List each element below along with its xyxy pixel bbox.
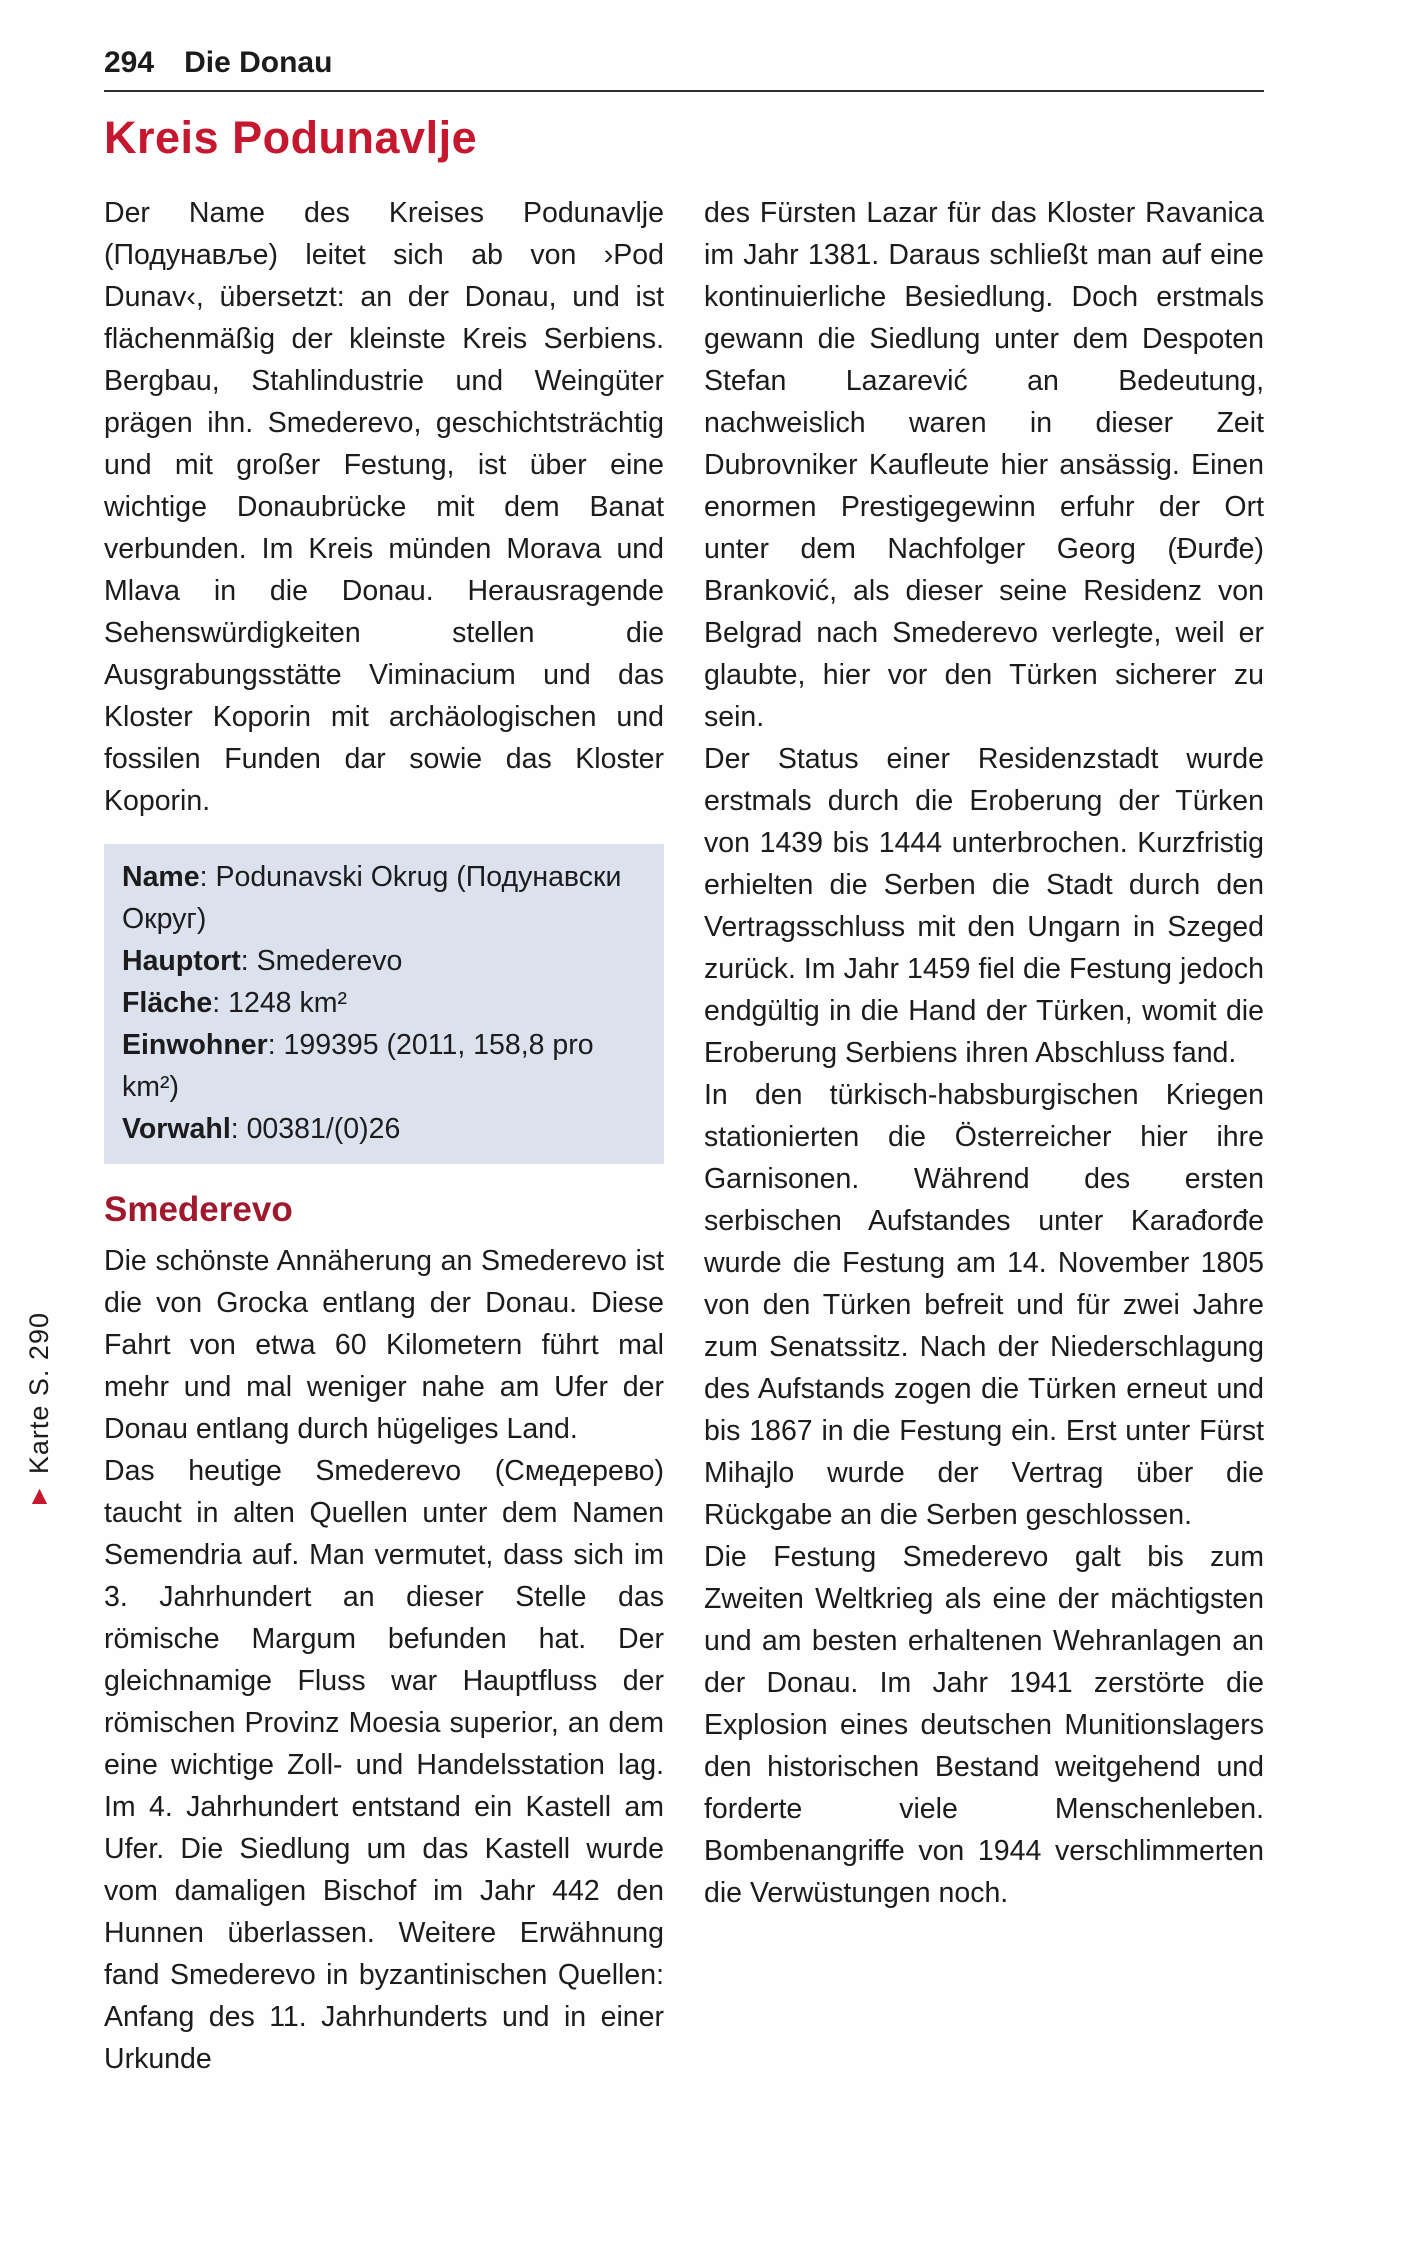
infobox-label: Name [122, 861, 200, 893]
body-paragraph: Der Status einer Residenzstadt wurde erstmals durch die Eroberung der Türken von 1439 bis 1444 unterbrochen. Kurzfristig erhielten die Serben die Stadt durch den Vertragsschluss mit den Ungarn in Szeged zurück. Im Jahr 1459 fiel die Festung jedoch endgültig in die Hand der Türken, womit die Eroberung Serbiens ihren Abschluss fand. [704, 743, 1264, 1069]
page-header [104, 46, 1264, 92]
map-reference-text: Karte S. 290 [24, 1312, 54, 1475]
infobox-row [122, 856, 648, 940]
triangle-marker-icon: ▲ [26, 1480, 53, 1511]
body-paragraph: In den türkisch-habsburgischen Kriegen stationierten die Österreicher hier ihre Garnisonen. Während des ersten serbischen Aufstandes unter Karađorđe wurde die Festung am 14. November 1805 von den Türken befreit und für zwei Jahre zum Senatssitz. Nach der Niederschlagung des Aufstands zogen die Türken erneut und bis 1867 in die Festung ein. Erst unter Fürst Mihajlo wurde der Vertrag über die Rückgabe an die Serben geschlossen. [704, 1079, 1264, 1531]
infobox-value: : Podunavski Okrug (Подунавски Округ) [122, 861, 622, 935]
infobox-value: : 199395 (2011, 158,8 pro km²) [122, 1029, 594, 1103]
infobox-label: Fläche [122, 987, 213, 1019]
right-column [704, 192, 1264, 2080]
infobox-label: Hauptort [122, 945, 241, 977]
intro-paragraph: Der Name des Kreises Podunavlje (Подунавље) leitet sich ab von ›Pod Dunav‹, übersetzt: an der Donau, und ist flächenmäßig der kleinste Kreis Serbiens. Bergbau, Stahlindustrie und Weingüter prägen ihn. Smederevo, geschichtsträchtig und mit großer Festung, ist über eine wichtige Donaubrücke mit dem Banat verbunden. Im Kreis münden Morava und Mlava in die Donau. Herausragende Sehenswürdigkeiten stellen die Ausgrabungsstätte Viminacium und das Kloster Koporin mit archäologischen und fossilen Funden dar sowie das Kloster Koporin. [104, 197, 664, 817]
section-title: Die Donau [184, 46, 333, 79]
infobox-value: : Smederevo [240, 945, 403, 977]
body-paragraph: des Fürsten Lazar für das Kloster Ravanica im Jahr 1381. Daraus schließt man auf eine kontinuierliche Besiedlung. Doch erstmals gewann die Siedlung unter dem Despoten Stefan Lazarević an Bedeutung, nachweislich waren in dieser Zeit Dubrovniker Kaufleute hier ansässig. Einen enormen Prestigegewinn erfuhr der Ort unter dem Nachfolger Georg (Đurđe) Branković, als dieser seine Residenz von Belgrad nach Smederevo verlegte, weil er glaubte, hier vor den Türken sicherer zu sein. [704, 197, 1264, 733]
map-reference-note [24, 1312, 55, 1511]
body-paragraph: Die schönste Annäherung an Smederevo ist die von Grocka entlang der Donau. Diese Fahrt von etwa 60 Kilometern führt mal mehr und mal weniger nahe am Ufer der Donau entlang durch hügeliges Land. [104, 1245, 664, 1445]
infobox [104, 844, 664, 1164]
section-subheading: Smederevo [104, 1190, 293, 1229]
infobox-row [122, 1108, 648, 1150]
infobox-label: Einwohner [122, 1029, 268, 1061]
infobox-label: Vorwahl [122, 1113, 231, 1145]
body-paragraph: Die Festung Smederevo galt bis zum Zweiten Weltkrieg als eine der mächtigsten und am besten erhaltenen Wehranlagen an der Donau. Im Jahr 1941 zerstörte die Explosion eines deutschen Munitionslagers den historischen Bestand weitgehend und forderte viele Menschenleben. Bombenangriffe von 1944 verschlimmerten die Verwüstungen noch. [704, 1541, 1264, 1909]
page-number: 294 [104, 46, 155, 79]
two-column-layout [104, 192, 1264, 2080]
infobox-row [122, 982, 648, 1024]
infobox-row [122, 1024, 648, 1108]
body-paragraph: Das heutige Smederevo (Смедерево) taucht in alten Quellen unter dem Namen Semendria auf. Man vermutet, dass sich im 3. Jahrhundert an dieser Stelle das römische Margum befunden hat. Der gleichnamige Fluss war Hauptfluss der römischen Provinz Moesia superior, an dem eine wichtige Zoll- und Handelsstation lag. Im 4. Jahrhundert entstand ein Kastell am Ufer. Die Siedlung um das Kastell wurde vom damaligen Bischof im Jahr 442 den Hunnen überlassen. Weitere Erwähnung fand Smederevo in byzantinischen Quellen: Anfang des 11. Jahrhunderts und in einer Urkunde [104, 1455, 664, 2075]
left-column [104, 192, 664, 2080]
infobox-value: : 00381/(0)26 [230, 1113, 401, 1145]
infobox-row [122, 940, 648, 982]
article-title: Kreis Podunavlje [104, 112, 478, 163]
infobox-value: : 1248 km² [212, 987, 347, 1019]
